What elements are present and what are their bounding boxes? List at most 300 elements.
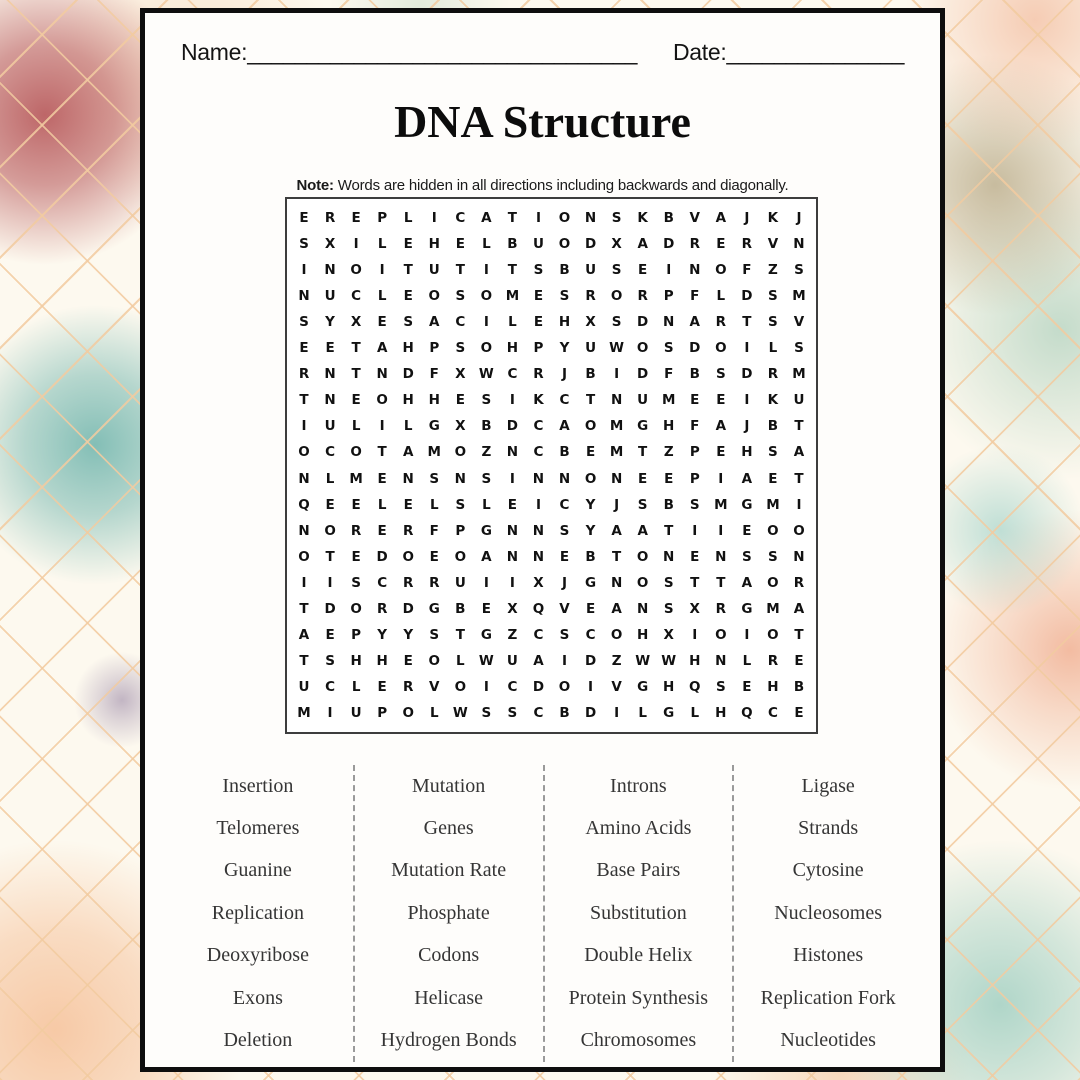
grid-letter: Q xyxy=(741,704,753,721)
grid-letter: S xyxy=(429,470,440,487)
grid-letter: E xyxy=(377,522,387,539)
grid-letter: E xyxy=(507,496,518,513)
grid-letter: T xyxy=(585,392,596,409)
grid-letter: X xyxy=(533,574,544,591)
grid-letter: V xyxy=(767,236,779,253)
grid-letter: L xyxy=(482,236,491,253)
grid-letter: M xyxy=(792,366,806,383)
grid-letter: B xyxy=(767,418,779,435)
grid-letter: K xyxy=(637,210,648,227)
grid-letter: M xyxy=(792,288,806,305)
grid-letter: A xyxy=(793,600,805,617)
grid-letter: M xyxy=(505,288,520,305)
grid-letter: E xyxy=(351,548,361,565)
grid-letter: I xyxy=(509,392,515,409)
grid-letter: E xyxy=(690,392,700,409)
grid-letter: T xyxy=(612,548,622,565)
grid-letter: H xyxy=(402,340,414,357)
grid-letter: I xyxy=(379,418,385,435)
grid-letter: E xyxy=(299,340,309,357)
grid-letter: C xyxy=(455,210,466,227)
grid-letter: H xyxy=(506,340,519,357)
grid-letter: O xyxy=(715,340,727,357)
grid-letter: S xyxy=(455,288,466,305)
grid-letter: H xyxy=(715,704,727,721)
grid-letter: J xyxy=(744,210,750,227)
grid-letter: R xyxy=(350,522,362,539)
grid-letter: J xyxy=(562,574,568,591)
grid-letter: U xyxy=(585,262,597,279)
grid-letter: L xyxy=(377,236,387,253)
grid-letter: F xyxy=(429,522,439,539)
grid-letter: P xyxy=(689,444,700,461)
grid-letter: J xyxy=(562,366,568,383)
grid-letter: I xyxy=(535,496,541,513)
word-list-column xyxy=(543,765,733,1062)
grid-letter: G xyxy=(428,418,440,435)
grid-letter: T xyxy=(690,574,700,591)
grid-letter: N xyxy=(298,522,310,539)
grid-letter: C xyxy=(351,288,362,305)
grid-letter: N xyxy=(715,652,727,669)
grid-letter: O xyxy=(454,678,467,695)
grid-letter: H xyxy=(428,236,440,253)
grid-letter: S xyxy=(403,314,414,331)
grid-letter: P xyxy=(455,522,466,539)
grid-letter: C xyxy=(767,704,778,721)
grid-letter: T xyxy=(299,652,309,669)
grid-letter: A xyxy=(637,236,648,253)
grid-letter: M xyxy=(766,496,780,513)
grid-letter: O xyxy=(558,236,571,253)
grid-letter: M xyxy=(427,444,441,461)
grid-letter: S xyxy=(637,496,648,513)
grid-letter: R xyxy=(767,366,779,383)
grid-letter: O xyxy=(350,444,362,461)
grid-letter: A xyxy=(481,210,492,227)
word-list-item: Mutation Rate xyxy=(391,859,507,882)
grid-letter: Y xyxy=(585,496,596,513)
grid-letter: R xyxy=(715,600,727,617)
grid-letter: N xyxy=(610,392,623,409)
grid-letter: E xyxy=(794,704,804,721)
grid-letter: E xyxy=(377,470,387,487)
grid-letter: L xyxy=(429,496,439,513)
grid-letter: I xyxy=(666,262,672,279)
grid-letter: A xyxy=(376,340,388,357)
grid-letter: I xyxy=(483,574,489,591)
grid-letter: O xyxy=(584,470,597,487)
grid-letter: E xyxy=(664,470,674,487)
grid-letter: E xyxy=(638,262,648,279)
grid-letter: R xyxy=(298,366,310,383)
word-list-item: Amino Acids xyxy=(585,817,692,840)
grid-letter: W xyxy=(478,652,494,669)
grid-letter: E xyxy=(325,340,335,357)
grid-letter: C xyxy=(559,496,570,513)
grid-letter: S xyxy=(768,314,778,331)
grid-letter: O xyxy=(767,626,779,643)
grid-letter: F xyxy=(690,418,700,435)
grid-letter: Y xyxy=(585,522,596,539)
grid-letter: N xyxy=(454,470,466,487)
word-list-item: Nucleotides xyxy=(780,1029,876,1052)
word-list-item: Cytosine xyxy=(792,859,864,882)
grid-letter: F xyxy=(742,262,752,279)
grid-letter: I xyxy=(588,678,594,695)
date-label: Date: xyxy=(673,39,727,65)
grid-letter: S xyxy=(689,496,700,513)
grid-letter: H xyxy=(689,652,701,669)
grid-letter: S xyxy=(794,262,804,279)
grid-letter: Q xyxy=(689,678,701,695)
grid-letter: U xyxy=(793,392,805,409)
grid-letter: F xyxy=(429,366,439,383)
date-field xyxy=(673,39,903,66)
grid-letter: O xyxy=(610,288,623,305)
grid-letter: E xyxy=(638,470,648,487)
grid-letter: B xyxy=(663,496,674,513)
grid-letter: R xyxy=(741,236,753,253)
grid-letter: A xyxy=(689,314,700,331)
grid-letter: L xyxy=(690,704,700,721)
word-list-item: Chromosomes xyxy=(580,1029,697,1052)
grid-letter: S xyxy=(351,574,361,591)
grid-letter: M xyxy=(766,600,780,617)
grid-letter: S xyxy=(742,548,752,565)
grid-letter: C xyxy=(585,626,596,643)
grid-letter: B xyxy=(481,418,492,435)
grid-letter: U xyxy=(585,340,597,357)
grid-letter: N xyxy=(506,444,519,461)
grid-letter: S xyxy=(663,574,674,591)
grid-letter: Y xyxy=(377,626,388,643)
grid-letter: B xyxy=(559,444,570,461)
word-list-item: Replication xyxy=(211,901,304,924)
word-list-item: Histones xyxy=(793,944,864,967)
grid-letter: P xyxy=(377,210,388,227)
grid-letter: S xyxy=(559,522,570,539)
grid-letter: X xyxy=(324,236,336,253)
grid-letter: I xyxy=(692,626,698,643)
grid-letter: D xyxy=(584,652,597,669)
wordsearch-grid xyxy=(285,197,818,734)
grid-letter: I xyxy=(379,262,385,279)
grid-letter: X xyxy=(585,314,596,331)
grid-letter: V xyxy=(793,314,805,331)
grid-letter: E xyxy=(768,470,778,487)
word-list-item: Insertion xyxy=(222,774,294,797)
grid-letter: S xyxy=(559,288,570,305)
grid-letter: Z xyxy=(611,652,622,669)
grid-letter: O xyxy=(298,548,310,565)
grid-letter: E xyxy=(794,652,804,669)
header-line xyxy=(181,39,904,66)
grid-letter: S xyxy=(481,470,492,487)
grid-letter: A xyxy=(715,210,727,227)
grid-letter: O xyxy=(480,288,493,305)
grid-letter: S xyxy=(299,314,309,331)
grid-letter: S xyxy=(715,366,726,383)
grid-letter: E xyxy=(533,314,544,331)
grid-letter: E xyxy=(455,392,465,409)
grid-letter: N xyxy=(324,392,336,409)
grid-letter: E xyxy=(585,600,596,617)
date-blank-line: _______________ xyxy=(726,39,904,65)
grid-letter: B xyxy=(559,262,570,279)
grid-letter: E xyxy=(742,522,752,539)
grid-letter: C xyxy=(507,678,518,695)
grid-letter: O xyxy=(636,574,649,591)
grid-letter: C xyxy=(533,626,544,643)
grid-letter: U xyxy=(428,262,440,279)
grid-letter: H xyxy=(637,626,649,643)
grid-letter: B xyxy=(793,678,805,695)
grid-letter: R xyxy=(637,288,648,305)
grid-letter: G xyxy=(480,626,492,643)
instructions-note xyxy=(145,177,940,194)
grid-letter: N xyxy=(663,548,675,565)
grid-letter: A xyxy=(481,548,492,565)
grid-letter: O xyxy=(715,262,727,279)
grid-letter: A xyxy=(741,574,753,591)
grid-letter: L xyxy=(351,418,361,435)
grid-letter: B xyxy=(585,366,596,383)
grid-letter: R xyxy=(403,574,414,591)
grid-letter: C xyxy=(507,366,518,383)
grid-letter: O xyxy=(324,522,336,539)
grid-letter: E xyxy=(377,678,387,695)
grid-letter: G xyxy=(637,678,649,695)
grid-letter: X xyxy=(455,418,466,435)
grid-letter: A xyxy=(559,418,570,435)
grid-letter: C xyxy=(325,678,336,695)
name-label: Name: xyxy=(181,39,248,65)
grid-letter: D xyxy=(324,600,336,617)
grid-letter: C xyxy=(533,444,544,461)
grid-letter: R xyxy=(376,600,388,617)
grid-letter: U xyxy=(298,678,310,695)
grid-letter: T xyxy=(455,262,465,279)
grid-letter: A xyxy=(611,600,622,617)
grid-letter: S xyxy=(611,210,622,227)
grid-letter: N xyxy=(610,574,623,591)
grid-letter: D xyxy=(506,418,519,435)
grid-letter: R xyxy=(324,210,336,227)
word-list-item: Ligase xyxy=(801,774,855,797)
grid-letter: D xyxy=(584,704,597,721)
grid-letter: E xyxy=(299,210,309,227)
grid-letter: F xyxy=(690,288,700,305)
grid-letter: N xyxy=(402,470,414,487)
grid-letter: O xyxy=(454,444,467,461)
grid-letter: E xyxy=(403,496,413,513)
grid-letter: P xyxy=(689,470,700,487)
grid-letter: N xyxy=(376,366,388,383)
grid-letter: O xyxy=(584,418,597,435)
word-list-item: Guanine xyxy=(223,859,292,882)
word-list-item: Nucleosomes xyxy=(774,901,882,924)
grid-letter: L xyxy=(429,704,439,721)
grid-letter: U xyxy=(324,288,336,305)
grid-letter: N xyxy=(715,548,727,565)
grid-letter: E xyxy=(690,548,700,565)
grid-letter: Z xyxy=(663,444,674,461)
grid-letter: X xyxy=(663,626,674,643)
grid-letter: R xyxy=(767,652,779,669)
grid-letter: S xyxy=(559,626,570,643)
grid-letter: D xyxy=(532,678,545,695)
grid-letter: T xyxy=(716,574,726,591)
grid-letter: E xyxy=(533,288,544,305)
grid-letter: R xyxy=(715,314,727,331)
grid-letter: N xyxy=(506,522,519,539)
grid-letter: W xyxy=(661,652,677,669)
grid-letter: H xyxy=(350,652,362,669)
grid-letter: I xyxy=(614,704,620,721)
grid-letter: I xyxy=(718,522,724,539)
grid-letter: O xyxy=(767,574,779,591)
grid-letter: I xyxy=(301,574,307,591)
grid-letter: R xyxy=(429,574,440,591)
grid-letter: W xyxy=(635,652,651,669)
grid-letter: E xyxy=(716,392,726,409)
grid-letter: D xyxy=(402,366,414,383)
grid-letter: N xyxy=(689,262,701,279)
grid-letter: H xyxy=(663,418,675,435)
grid-letter: S xyxy=(455,496,466,513)
grid-letter: A xyxy=(741,470,753,487)
grid-letter: L xyxy=(351,678,361,695)
grid-letter: C xyxy=(325,444,336,461)
grid-letter: O xyxy=(402,704,414,721)
grid-letter: G xyxy=(741,600,753,617)
grid-letter: G xyxy=(637,418,649,435)
grid-letter: O xyxy=(376,392,388,409)
grid-letter: S xyxy=(611,314,622,331)
grid-letter: M xyxy=(661,392,676,409)
grid-letter: A xyxy=(298,626,310,643)
grid-letter: R xyxy=(403,678,414,695)
grid-letter: R xyxy=(585,288,596,305)
word-list-item: Replication Fork xyxy=(760,986,896,1009)
grid-letter: L xyxy=(482,496,491,513)
grid-letter: D xyxy=(663,236,675,253)
grid-letter: U xyxy=(324,418,336,435)
grid-letter: G xyxy=(741,496,753,513)
grid-letter: W xyxy=(609,340,625,357)
grid-letter: O xyxy=(480,340,493,357)
grid-letter: G xyxy=(663,704,675,721)
grid-letter: C xyxy=(559,392,570,409)
grid-letter: I xyxy=(327,704,333,721)
grid-letter: A xyxy=(533,652,544,669)
grid-letter: E xyxy=(429,548,439,565)
grid-letter: T xyxy=(742,314,752,331)
grid-letter: B xyxy=(689,366,700,383)
grid-letter: Q xyxy=(532,600,545,617)
grid-letter: I xyxy=(483,262,489,279)
grid-letter: S xyxy=(481,704,492,721)
grid-letter: E xyxy=(481,600,491,617)
grid-letter: O xyxy=(767,522,779,539)
grid-letter: A xyxy=(429,314,440,331)
word-list-item: Substitution xyxy=(590,901,687,924)
grid-letter: T xyxy=(638,444,648,461)
grid-letter: S xyxy=(429,626,440,643)
grid-letter: S xyxy=(533,262,544,279)
grid-letter: Z xyxy=(768,262,778,279)
grid-letter: N xyxy=(793,548,805,565)
grid-letter: V xyxy=(559,600,570,617)
grid-letter: L xyxy=(508,314,517,331)
word-list-item: Hydrogen Bonds xyxy=(380,1029,517,1052)
grid-letter: D xyxy=(402,600,414,617)
grid-letter: I xyxy=(744,392,750,409)
grid-letter: O xyxy=(350,600,362,617)
grid-letter: I xyxy=(483,314,489,331)
grid-letter: R xyxy=(403,522,414,539)
grid-letter: C xyxy=(533,704,544,721)
grid-letter: X xyxy=(507,600,518,617)
grid-letter: I xyxy=(509,574,515,591)
grid-letter: I xyxy=(327,574,333,591)
grid-letter: L xyxy=(325,470,335,487)
grid-letter: G xyxy=(480,522,492,539)
grid-letter: Q xyxy=(298,496,310,513)
grid-letter: E xyxy=(585,444,596,461)
worksheet-page xyxy=(140,8,945,1072)
grid-letter: Y xyxy=(403,626,414,643)
grid-letter: U xyxy=(454,574,466,591)
grid-letter: P xyxy=(377,704,388,721)
grid-letter: H xyxy=(376,652,388,669)
word-list xyxy=(163,765,922,1062)
grid-letter: O xyxy=(428,288,440,305)
grid-letter: M xyxy=(609,444,624,461)
grid-letter: U xyxy=(532,236,544,253)
grid-letter: H xyxy=(741,444,753,461)
grid-letter: Z xyxy=(481,444,492,461)
grid-letter: O xyxy=(558,210,571,227)
grid-letter: E xyxy=(325,626,335,643)
word-list-column xyxy=(732,765,922,1062)
grid-letter: V xyxy=(429,678,440,695)
grid-letter: O xyxy=(793,522,805,539)
grid-letter: T xyxy=(794,626,804,643)
grid-letter: X xyxy=(455,366,466,383)
grid-letter: N xyxy=(298,470,310,487)
grid-letter: A xyxy=(793,444,805,461)
grid-letter: O xyxy=(454,548,467,565)
word-list-item: Deoxyribose xyxy=(206,944,309,967)
grid-letter: T xyxy=(507,210,518,227)
grid-letter: I xyxy=(744,626,750,643)
grid-letter: I xyxy=(509,470,515,487)
grid-letter: S xyxy=(768,444,778,461)
grid-letter: V xyxy=(611,678,622,695)
grid-letter: N xyxy=(532,470,545,487)
grid-letter: A xyxy=(611,522,622,539)
grid-letter: S xyxy=(663,340,674,357)
grid-letter: R xyxy=(793,574,805,591)
grid-letter: A xyxy=(637,522,648,539)
grid-letter: I xyxy=(718,470,724,487)
grid-letter: E xyxy=(742,678,752,695)
grid-letter: T xyxy=(794,418,804,435)
grid-letter: E xyxy=(377,314,387,331)
grid-letter: M xyxy=(297,704,311,721)
